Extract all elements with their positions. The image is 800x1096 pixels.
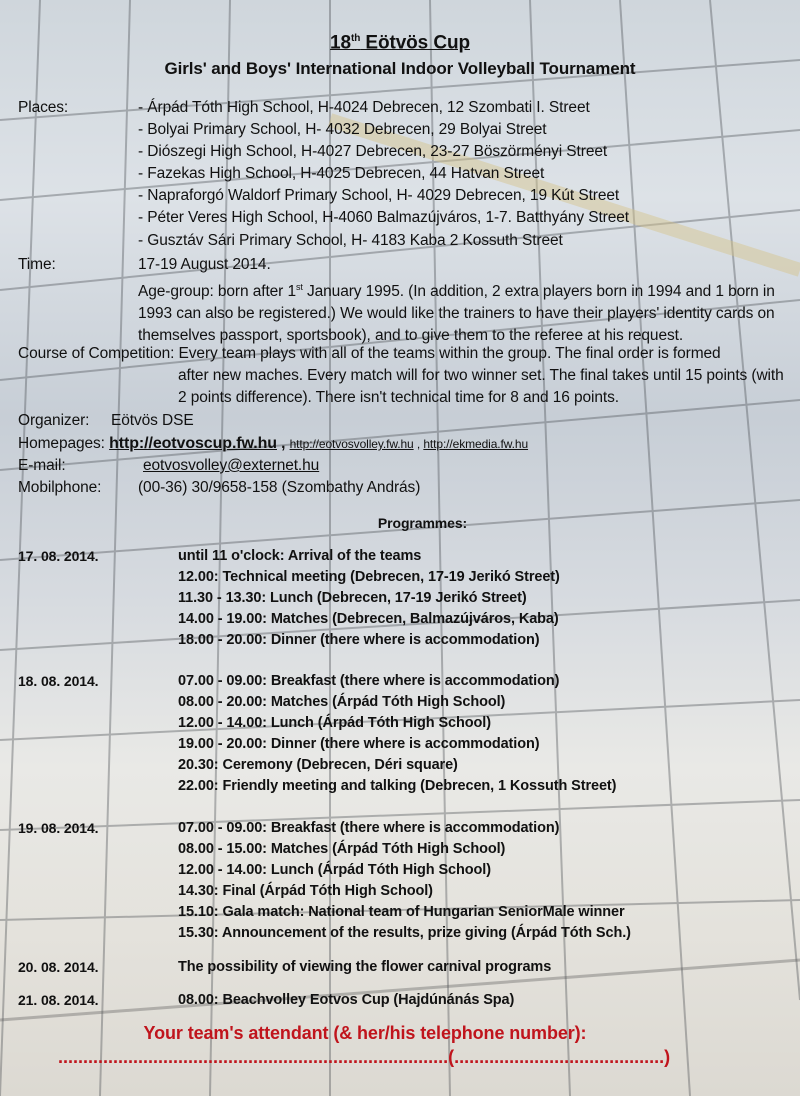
- programme-event: 12.00: Technical meeting (Debrecen, 17-19 Jerikó Street): [178, 569, 560, 585]
- mobile-value: (00-36) 30/9658-158 (Szombathy András): [138, 479, 421, 496]
- place-item: - Péter Veres High School, H-4060 Balmazújváros, 1-7. Batthyány Street: [138, 209, 629, 226]
- team-attendant-prompt: Your team's attendant (& her/his telephone number):: [143, 1023, 587, 1043]
- programme-event: 07.00 - 09.00: Breakfast (there where is accommodation): [178, 820, 560, 836]
- programme-date: 19. 08. 2014.: [18, 820, 99, 836]
- programme-event: 08.00 - 15.00: Matches (Árpád Tóth High School): [178, 841, 506, 857]
- place-item: - Diószegi High School, H-4027 Debrecen, 23-27 Böszörményi Street: [138, 143, 608, 160]
- time-label: Time:: [18, 256, 56, 273]
- email-value[interactable]: [143, 455, 319, 477]
- homepage-link-main[interactable]: http://eotvoscup.fw.hu: [109, 435, 277, 452]
- programme-event: 12.00 - 14.00: Lunch (Árpád Tóth High School): [178, 715, 491, 731]
- programme-event: 22.00: Friendly meeting and talking (Debrecen, 1 Kossuth Street): [178, 778, 617, 794]
- programme-event: 19.00 - 20.00: Dinner (there where is accommodation): [178, 736, 540, 752]
- programme-date: 17. 08. 2014.: [18, 548, 99, 564]
- attendant-fill-line: ..............................................................................(..........................................): [58, 1047, 671, 1067]
- programme-event: 08.00: Beachvolley Eotvos Cup (Hajdúnánás Spa): [178, 992, 515, 1008]
- programmes-title: Programmes:: [377, 515, 468, 531]
- page-title: 18th Eötvös Cup: [330, 32, 470, 54]
- place-item: - Árpád Tóth High School, H-4024 Debrecen, 12 Szombati I. Street: [138, 99, 590, 116]
- course-label: Course of Competition: Every team plays with all of the teams within the group. The final order is formed: [18, 345, 721, 362]
- programme-event: 08.00 - 20.00: Matches (Árpád Tóth High School): [178, 694, 506, 710]
- programme-date: 18. 08. 2014.: [18, 673, 99, 689]
- place-item: - Fazekas High School, H-4025 Debrecen, 44 Hatvan Street: [138, 165, 545, 182]
- homepage-link-ekmedia[interactable]: http://ekmedia.fw.hu: [423, 437, 529, 451]
- places-label: Places:: [18, 99, 69, 116]
- programme-event: 15.30: Announcement of the results, prize giving (Árpád Tóth Sch.): [178, 925, 631, 941]
- programme-event: 11.30 - 13.30: Lunch (Debrecen, 17-19 Jerikó Street): [178, 590, 527, 606]
- programme-date: 20. 08. 2014.: [18, 959, 99, 975]
- organizer-value: Eötvös DSE: [111, 412, 194, 429]
- programme-event: 07.00 - 09.00: Breakfast (there where is accommodation): [178, 673, 560, 689]
- organizer-label: Organizer:: [18, 412, 90, 429]
- homepages-line: Homepages: http://eotvoscup.fw.hu , http://eotvosvolley.fw.hu , http://ekmedia.fw.hu: [18, 435, 529, 452]
- email-label: E-mail:: [18, 457, 66, 474]
- email-link[interactable]: eotvosvolley@externet.hu: [143, 457, 320, 474]
- place-item: - Bolyai Primary School, H- 4032 Debrecen, 29 Bolyai Street: [138, 121, 547, 138]
- programme-event: 14.00 - 19.00: Matches (Debrecen, Balmazújváros, Kaba): [178, 611, 559, 627]
- programme-event: 15.10: Gala match: National team of Hungarian SeniorMale winner: [178, 904, 625, 920]
- course-text: after new maches. Every match will for two winner set. The final takes until 15 points (with 2 points difference). There isn't technical time for 8 and 16 points.: [178, 367, 784, 406]
- homepages-label: Homepages:: [18, 435, 105, 452]
- place-item: - Gusztáv Sári Primary School, H- 4183 Kaba 2 Kossuth Street: [138, 232, 563, 249]
- programme-event: until 11 o'clock: Arrival of the teams: [178, 548, 422, 564]
- programme-date: 21. 08. 2014.: [18, 992, 99, 1008]
- homepage-link-volley[interactable]: http://eotvosvolley.fw.hu: [289, 437, 414, 451]
- programme-event: 12.00 - 14.00: Lunch (Árpád Tóth High School): [178, 862, 491, 878]
- programme-event: 20.30: Ceremony (Debrecen, Déri square): [178, 757, 458, 773]
- mobile-label: Mobilphone:: [18, 479, 102, 496]
- age-group-text: Age-group: born after 1st January 1995. (In addition, 2 extra players born in 1994 and 1 born in 1993 can also be registered.) We would like the trainers to have their players' identity cards on themselves passport, sportsbook), and to give them to the referee at his request.: [138, 282, 775, 345]
- place-item: - Napraforgó Waldorf Primary School, H- 4029 Debrecen, 19 Kút Street: [138, 187, 620, 204]
- programme-event: 14.30: Final (Árpád Tóth High School): [178, 883, 433, 899]
- time-value: 17-19 August 2014.: [138, 256, 271, 273]
- programme-event: The possibility of viewing the flower carnival programs: [178, 959, 552, 975]
- page-subtitle: Girls' and Boys' International Indoor Volleyball Tournament: [164, 59, 636, 78]
- programme-event: 18.00 - 20.00: Dinner (there where is accommodation): [178, 632, 540, 648]
